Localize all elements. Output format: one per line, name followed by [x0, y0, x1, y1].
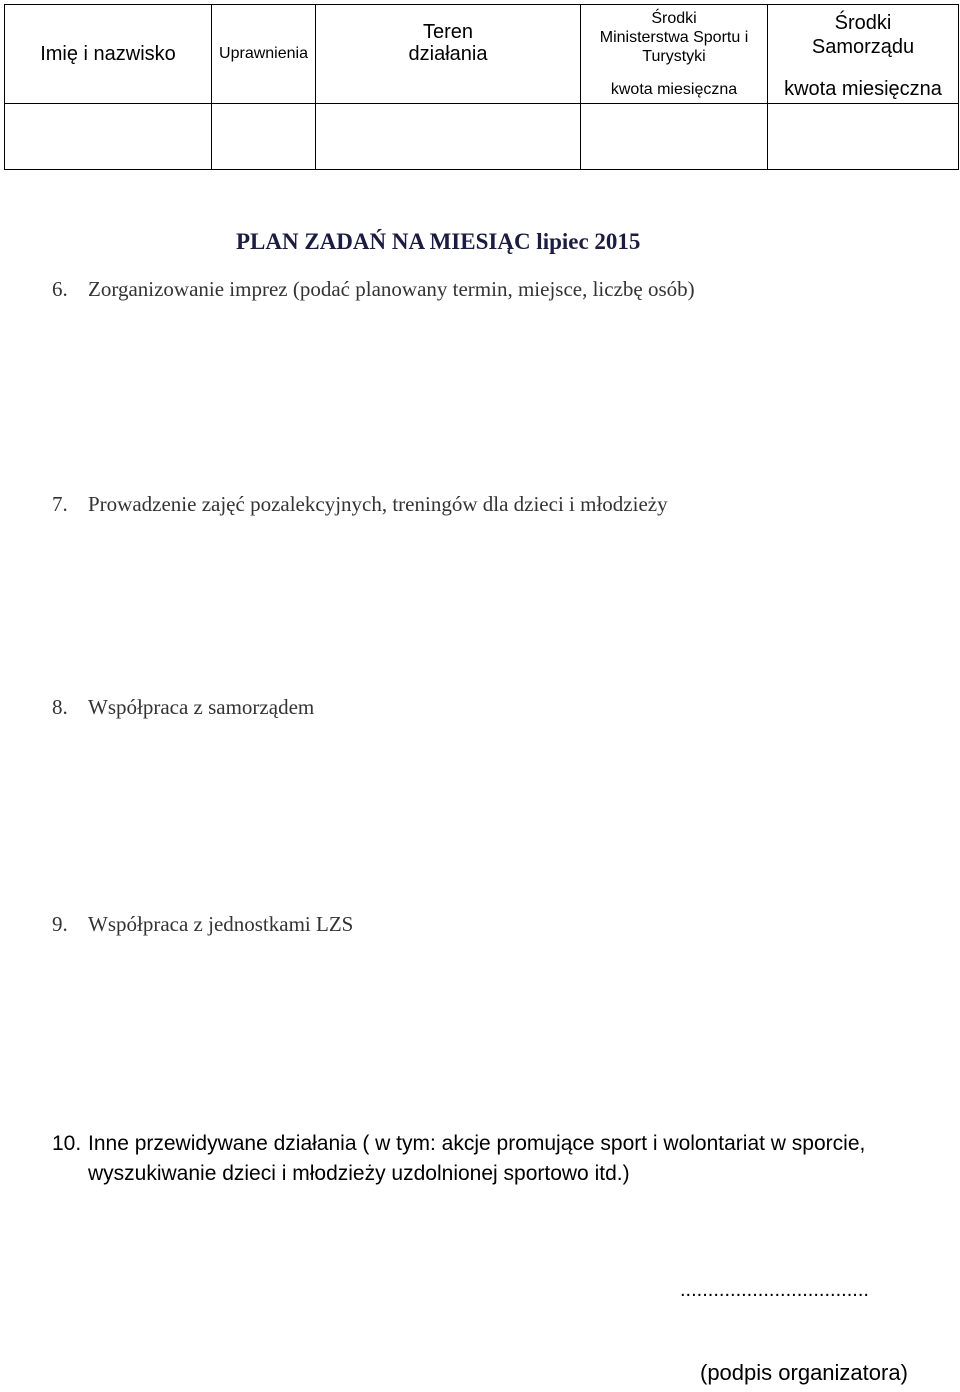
list-item-8 [52, 695, 314, 720]
entry-cell-local-gov-funds[interactable] [768, 104, 959, 170]
list-item-number: 9. [52, 912, 68, 936]
header-cell-permissions [212, 5, 316, 104]
header-cell-local-gov-funds [768, 5, 959, 104]
entry-cell-name[interactable] [5, 104, 212, 170]
header-permissions-label: Uprawnienia [219, 45, 308, 62]
list-item-number: 8. [52, 695, 68, 719]
header-cell-area [316, 5, 581, 104]
list-item-10 [52, 1129, 952, 1189]
list-item-text: Współpraca z samorządem [88, 695, 315, 719]
list-item-text: Współpraca z jednostkami LZS [88, 912, 354, 936]
entry-cell-area[interactable] [316, 104, 581, 170]
header-name-label: Imię i nazwisko [40, 43, 176, 65]
entry-cell-ministry-funds[interactable] [581, 104, 768, 170]
signature-label: (podpis organizatora) [700, 1360, 908, 1385]
list-item-7 [52, 492, 668, 517]
list-item-number: 6. [52, 277, 68, 301]
signature-line: .................................. [680, 1279, 869, 1301]
list-item-9 [52, 912, 353, 937]
plan-title: PLAN ZADAŃ NA MIESIĄC lipiec 2015 [236, 229, 641, 254]
header-row [5, 5, 959, 104]
header-cell-name [5, 5, 212, 104]
header-local-gov-line-2: Samorządu [811, 36, 915, 58]
header-ministry-line-3: Turystyki [642, 48, 706, 65]
list-item-number: 10. [52, 1132, 82, 1155]
header-ministry-amount-label: kwota miesięczna [610, 81, 738, 98]
header-area-line-1: Teren [422, 21, 474, 43]
header-area-label [316, 21, 580, 65]
list-item-text: Prowadzenie zajęć pozalekcyjnych, treningów dla dzieci i młodzieży [88, 492, 668, 516]
entry-row [5, 104, 959, 170]
header-local-gov-amount-label: kwota miesięczna [784, 78, 942, 100]
header-cell-ministry-funds [581, 5, 768, 104]
entry-cell-permissions[interactable] [212, 104, 316, 170]
header-table [4, 4, 959, 170]
list-item-text: Inne przewidywane działania ( w tym: akcje promujące sport i wolontariat w sporcie, wyszukiwanie dzieci i młodzieży uzdolnionej sportowo itd.) [88, 1132, 866, 1185]
list-item-6 [52, 277, 695, 302]
header-area-line-2: działania [408, 43, 488, 65]
header-local-gov-title [768, 11, 958, 59]
list-item-number: 7. [52, 492, 68, 516]
header-ministry-line-1: Środki [651, 10, 697, 27]
header-local-gov-line-1: Środki [834, 12, 892, 34]
header-ministry-line-2: Ministerstwa Sportu i [599, 29, 749, 46]
header-ministry-title [581, 9, 767, 66]
list-item-text: Zorganizowanie imprez (podać planowany termin, miejsce, liczbę osób) [88, 277, 695, 301]
